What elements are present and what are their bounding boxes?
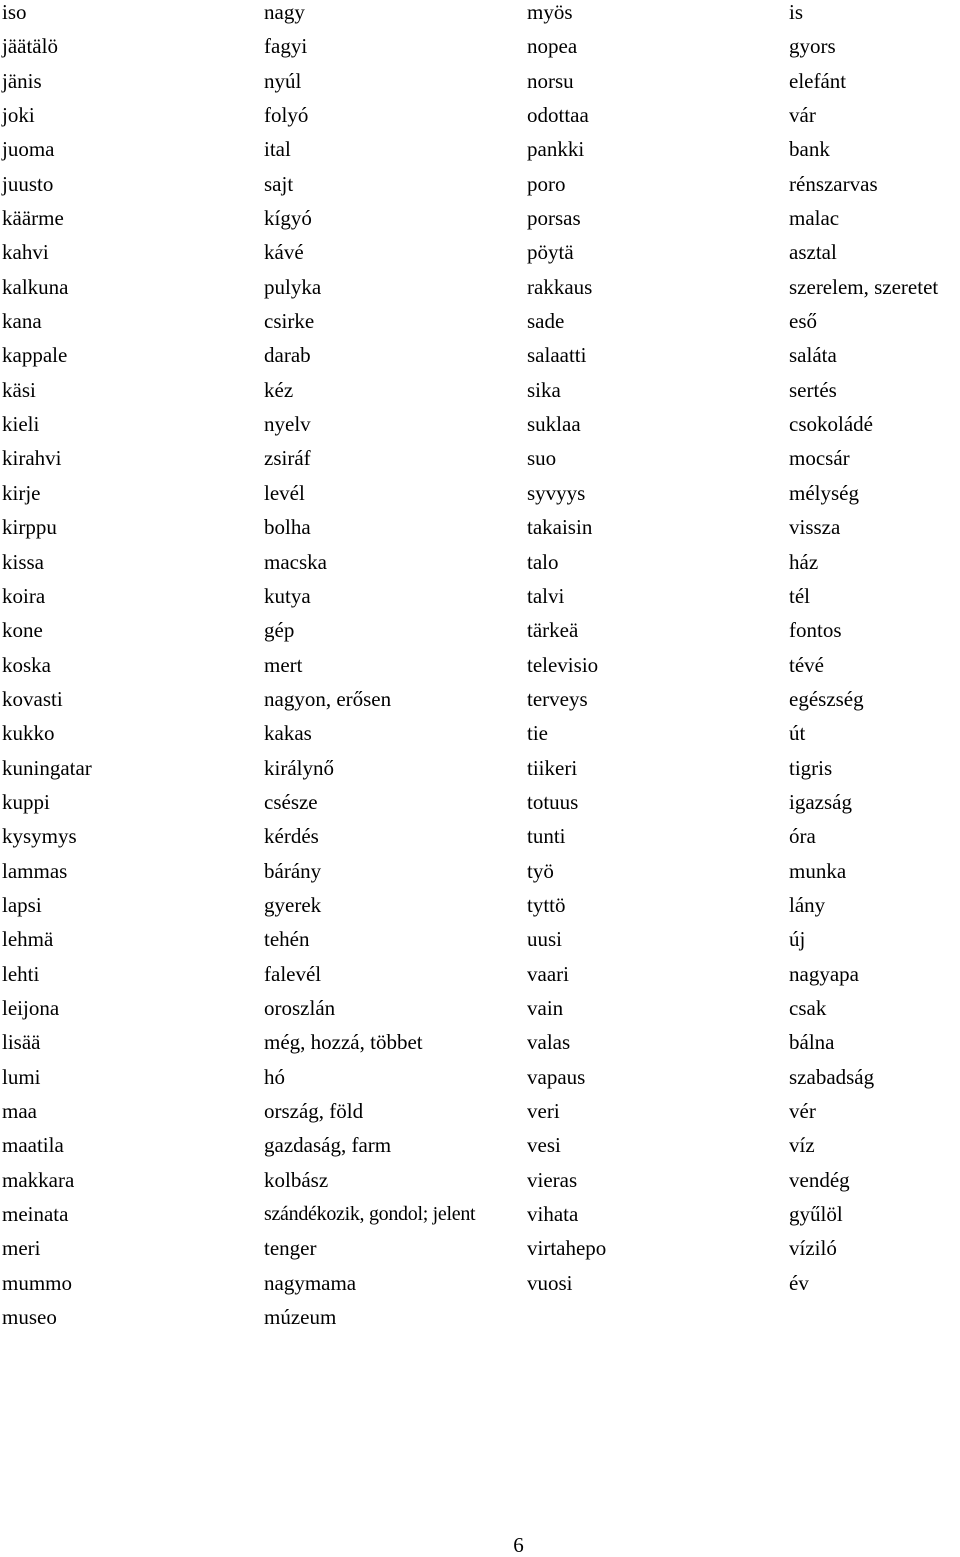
finnish-word: pöytä <box>527 240 574 265</box>
finnish-word: kysymys <box>2 824 77 849</box>
finnish-word: lapsi <box>2 892 42 917</box>
hungarian-translation: ország, föld <box>264 1099 364 1123</box>
hungarian-translation: kutya <box>264 583 311 608</box>
hungarian-translation: darab <box>264 343 311 368</box>
finnish-word: virtahepo <box>527 1236 607 1261</box>
finnish-word: työ <box>527 858 554 883</box>
finnish-column-right <box>527 0 606 1305</box>
hungarian-translation: fagyi <box>264 34 308 59</box>
finnish-word: jänis <box>2 68 42 93</box>
hungarian-translation: rénszarvas <box>789 171 878 196</box>
finnish-word: juusto <box>2 171 54 196</box>
finnish-word: syvyys <box>527 480 586 505</box>
hungarian-column-left <box>264 0 475 1339</box>
hungarian-translation: mélység <box>789 480 859 505</box>
hungarian-translation: még, hozzá, többet <box>264 1030 423 1055</box>
finnish-word: uusi <box>527 927 563 952</box>
page-number: 6 <box>513 1533 524 1557</box>
hungarian-translation: igazság <box>789 789 852 814</box>
hungarian-translation: csak <box>789 995 827 1020</box>
finnish-word: porsas <box>527 206 581 231</box>
hungarian-translation: fontos <box>789 618 842 643</box>
hungarian-translation: eső <box>789 309 817 334</box>
hungarian-translation: asztal <box>789 240 837 265</box>
finnish-word: iso <box>2 0 27 24</box>
hungarian-translation: bank <box>789 137 830 162</box>
hungarian-translation: bolha <box>264 515 311 540</box>
finnish-word: juoma <box>2 137 55 162</box>
finnish-word: kone <box>2 618 43 643</box>
hungarian-translation: pulyka <box>264 274 322 299</box>
hungarian-translation: gyűlöl <box>789 1202 843 1227</box>
hungarian-translation: kolbász <box>264 1167 329 1192</box>
hungarian-translation: tél <box>789 583 810 608</box>
hungarian-translation: óra <box>789 824 816 849</box>
hungarian-translation: csokoládé <box>789 412 873 437</box>
hungarian-translation: királynő <box>264 755 334 780</box>
hungarian-translation: ház <box>789 549 819 574</box>
finnish-word: norsu <box>527 68 574 93</box>
hungarian-translation: egészség <box>789 686 864 711</box>
hungarian-translation: vissza <box>789 515 841 540</box>
finnish-word: makkara <box>2 1167 75 1192</box>
finnish-word: lumi <box>2 1064 41 1089</box>
hungarian-translation: gyors <box>789 34 836 59</box>
finnish-word: lehti <box>2 961 40 986</box>
finnish-word: poro <box>527 171 566 196</box>
hungarian-translation: gazdaság, farm <box>264 1133 392 1158</box>
hungarian-translation: sajt <box>264 171 294 196</box>
finnish-word: kukko <box>2 721 55 746</box>
finnish-word: kirahvi <box>2 446 62 471</box>
finnish-word: meri <box>2 1236 41 1261</box>
hungarian-translation: nyelv <box>264 412 311 437</box>
finnish-word: käsi <box>2 377 36 402</box>
hungarian-translation: csirke <box>264 309 315 334</box>
finnish-word: museo <box>2 1305 57 1330</box>
finnish-word: tärkeä <box>527 618 579 643</box>
finnish-word: sade <box>527 309 565 334</box>
finnish-word: meinata <box>2 1202 69 1227</box>
hungarian-translation: víz <box>789 1133 815 1158</box>
finnish-word: koira <box>2 583 46 608</box>
finnish-word: leijona <box>2 995 60 1020</box>
hungarian-translation: munka <box>789 858 847 883</box>
finnish-word: kuningatar <box>2 755 92 780</box>
finnish-word: veri <box>527 1099 560 1123</box>
hungarian-translation: nagymama <box>264 1270 357 1295</box>
finnish-word: joki <box>2 103 35 128</box>
finnish-word: talo <box>527 549 559 574</box>
finnish-word: käärme <box>2 206 64 231</box>
hungarian-translation: új <box>789 927 806 952</box>
finnish-word: kuppi <box>2 789 50 814</box>
finnish-word: vain <box>527 995 564 1020</box>
hungarian-translation: bálna <box>789 1030 835 1055</box>
hungarian-translation: macska <box>264 549 327 574</box>
finnish-word: jäätälö <box>2 34 58 59</box>
hungarian-translation: nagy <box>264 0 305 24</box>
finnish-word: lehmä <box>2 927 54 952</box>
hungarian-translation: év <box>789 1270 809 1295</box>
finnish-word: tiikeri <box>527 755 578 780</box>
hungarian-translation: kígyó <box>264 206 312 231</box>
hungarian-translation: tigris <box>789 755 833 780</box>
finnish-word: lisää <box>2 1030 41 1055</box>
hungarian-translation: szerelem, szeretet <box>789 274 939 299</box>
hungarian-translation: szándékozik, gondol; jelent <box>264 1203 476 1226</box>
finnish-word: kissa <box>2 549 44 574</box>
finnish-word: pankki <box>527 137 585 162</box>
hungarian-translation: malac <box>789 206 840 231</box>
finnish-word: valas <box>527 1030 571 1055</box>
finnish-word: kahvi <box>2 240 49 265</box>
finnish-word: sika <box>527 377 561 402</box>
finnish-word: maatila <box>2 1133 64 1158</box>
hungarian-translation: hó <box>264 1064 285 1089</box>
finnish-word: myös <box>527 0 573 24</box>
hungarian-translation: mocsár <box>789 446 850 471</box>
hungarian-translation: kakas <box>264 721 312 746</box>
finnish-word: vapaus <box>527 1064 586 1089</box>
finnish-word: vihata <box>527 1202 579 1227</box>
hungarian-translation: kérdés <box>264 824 319 849</box>
hungarian-translation: vér <box>789 1099 816 1123</box>
finnish-word: salaatti <box>527 343 587 368</box>
hungarian-translation: kávé <box>264 240 304 265</box>
finnish-word: tyttö <box>527 892 566 917</box>
hungarian-column-right <box>789 0 938 1305</box>
finnish-word: totuus <box>527 789 579 814</box>
finnish-word: televisio <box>527 652 599 677</box>
hungarian-translation: bárány <box>264 858 322 883</box>
finnish-word: tunti <box>527 824 566 849</box>
finnish-word: rakkaus <box>527 274 593 299</box>
hungarian-translation: lány <box>789 892 826 917</box>
hungarian-translation: oroszlán <box>264 995 336 1020</box>
hungarian-translation: kéz <box>264 377 294 402</box>
hungarian-translation: is <box>789 0 804 24</box>
finnish-word: suo <box>527 446 557 471</box>
hungarian-translation: nyúl <box>264 68 302 93</box>
hungarian-translation: gyerek <box>264 892 322 917</box>
hungarian-translation: csésze <box>264 789 318 814</box>
finnish-word: mummo <box>2 1270 73 1295</box>
hungarian-translation: tenger <box>264 1236 317 1261</box>
finnish-word: vesi <box>527 1133 561 1158</box>
finnish-column-left <box>2 0 92 1339</box>
hungarian-translation: saláta <box>789 343 837 368</box>
hungarian-translation: gép <box>264 618 295 643</box>
hungarian-translation: tévé <box>789 652 824 677</box>
hungarian-translation: víziló <box>789 1236 837 1261</box>
hungarian-translation: vár <box>789 103 816 128</box>
finnish-word: talvi <box>527 583 565 608</box>
finnish-word: koska <box>2 652 51 677</box>
finnish-word: maa <box>2 1099 37 1123</box>
finnish-word: takaisin <box>527 515 593 540</box>
finnish-word: kappale <box>2 343 68 368</box>
finnish-word: kirje <box>2 480 41 505</box>
finnish-word: suklaa <box>527 412 581 437</box>
hungarian-translation: ital <box>264 137 291 162</box>
finnish-word: vaari <box>527 961 569 986</box>
finnish-word: terveys <box>527 686 588 711</box>
finnish-word: tie <box>527 721 548 746</box>
finnish-word: kovasti <box>2 686 63 711</box>
finnish-word: lammas <box>2 858 68 883</box>
finnish-word: vuosi <box>527 1270 573 1295</box>
finnish-word: vieras <box>527 1167 578 1192</box>
finnish-word: kieli <box>2 412 40 437</box>
hungarian-translation: vendég <box>789 1167 850 1192</box>
hungarian-translation: mert <box>264 652 303 677</box>
hungarian-translation: tehén <box>264 927 310 952</box>
hungarian-translation: falevél <box>264 961 322 986</box>
finnish-word: kana <box>2 309 42 334</box>
finnish-word: odottaa <box>527 103 589 128</box>
hungarian-translation: nagyon, erősen <box>264 686 392 711</box>
finnish-word: kirppu <box>2 515 57 540</box>
hungarian-translation: szabadság <box>789 1064 875 1089</box>
finnish-word: nopea <box>527 34 578 59</box>
hungarian-translation: sertés <box>789 377 837 402</box>
hungarian-translation: nagyapa <box>789 961 859 986</box>
hungarian-translation: zsiráf <box>264 446 311 471</box>
finnish-word: kalkuna <box>2 274 69 299</box>
hungarian-translation: múzeum <box>264 1305 337 1330</box>
hungarian-translation: levél <box>264 480 305 505</box>
hungarian-translation: út <box>789 721 806 746</box>
hungarian-translation: elefánt <box>789 68 847 93</box>
hungarian-translation: folyó <box>264 103 309 128</box>
